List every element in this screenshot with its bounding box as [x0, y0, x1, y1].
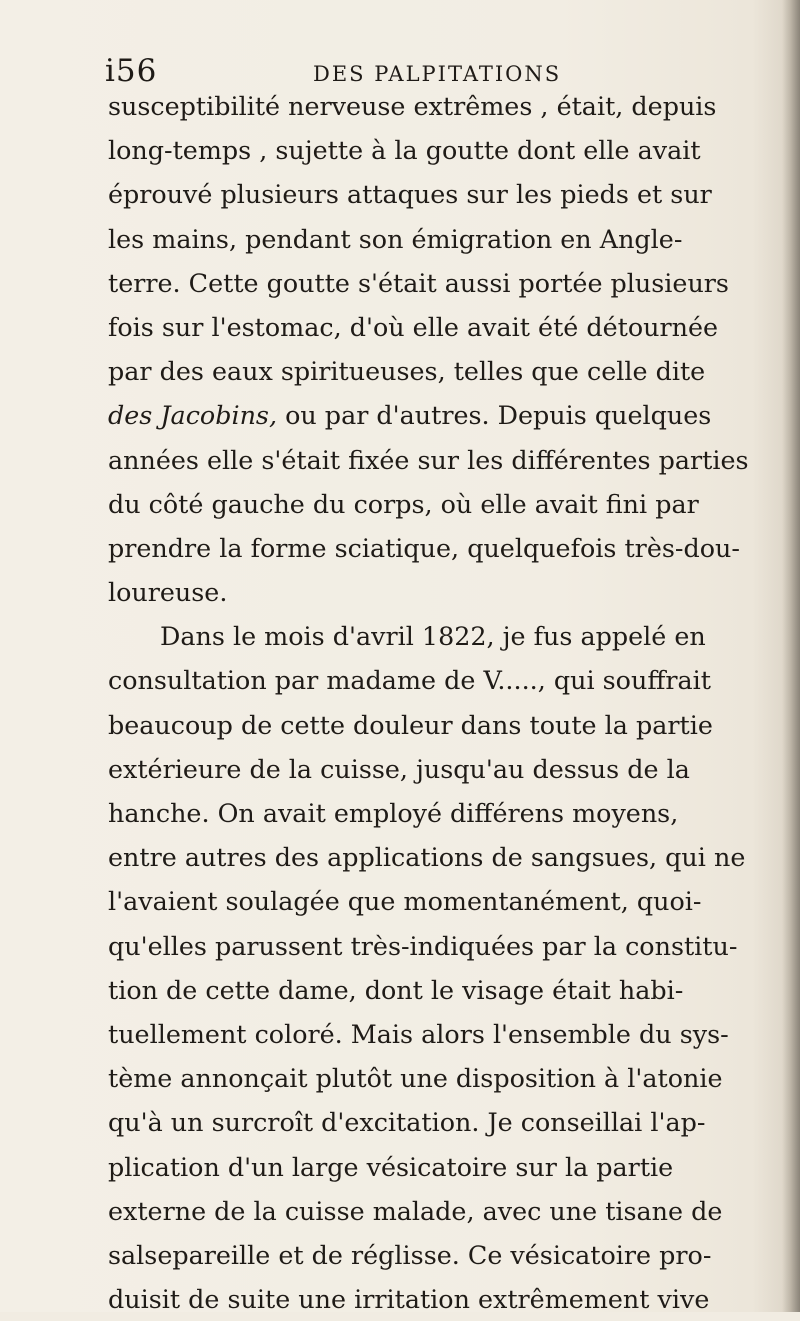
text-line: qu'à un surcroît d'excitation. Je conseillai l'ap-: [108, 1107, 706, 1138]
text-line: terre. Cette goutte s'était aussi portée plusieurs: [108, 267, 729, 298]
text-line: par des eaux spiritueuses, telles que celle dite: [108, 356, 706, 387]
text-line: tion de cette dame, dont le visage était habi-: [108, 974, 684, 1005]
text-line: les mains, pendant son émigration en Angle-: [108, 223, 683, 254]
body-text: [108, 84, 798, 1321]
text-line: susceptibilité nerveuse extrêmes , était, depuis: [108, 91, 717, 121]
text-line: externe de la cuisse malade, avec une tisane de: [108, 1195, 723, 1226]
text-line: beaucoup de cette douleur dans toute la partie: [108, 709, 713, 740]
text-line: qu'elles parussent très-indiquées par la constitu-: [108, 930, 738, 961]
paragraph-start-line: Dans le mois d'avril 1822, je fus appelé en: [160, 621, 706, 652]
text-line: plication d'un large vésicatoire sur la partie: [108, 1151, 674, 1182]
text-line-rest: ou par d'autres. Depuis quelques: [277, 400, 712, 431]
text-line: fois sur l'estomac, d'où elle avait été détournée: [108, 311, 719, 342]
text-line: entre autres des applications de sangsues, qui ne: [108, 842, 746, 873]
text-line: éprouvé plusieurs attaques sur les pieds et sur: [108, 179, 712, 210]
text-line: consultation par madame de V....., qui souffrait: [108, 665, 711, 696]
text-line: tème annonçait plutôt une disposition à l'atonie: [108, 1063, 723, 1094]
text-line: extérieure de la cuisse, jusqu'au dessus de la: [108, 753, 690, 784]
text-line: duisit de suite une irritation extrêmement vive: [108, 1284, 710, 1315]
text-line: [108, 393, 798, 437]
text-line: l'avaient soulagée que momentanément, quoi-: [108, 886, 702, 917]
text-line: long-temps , sujette à la goutte dont elle avait: [108, 135, 701, 166]
italic-phrase: des Jacobins,: [108, 400, 278, 431]
text-line: salsepareille et de réglisse. Ce vésicatoire pro-: [108, 1239, 712, 1270]
text-line: tuellement coloré. Mais alors l'ensemble du sys-: [108, 1018, 729, 1049]
page-number: i56: [105, 53, 158, 89]
text-line: loureuse.: [108, 577, 228, 608]
text-line: du côté gauche du corps, où elle avait fini par: [108, 488, 699, 519]
running-title: DES PALPITATIONS: [313, 62, 562, 86]
text-line: hanche. On avait employé différens moyens,: [108, 798, 679, 828]
text-line: prendre la forme sciatique, quelquefois très-dou-: [108, 532, 740, 563]
text-line: années elle s'était fixée sur les différentes parties: [108, 444, 749, 475]
